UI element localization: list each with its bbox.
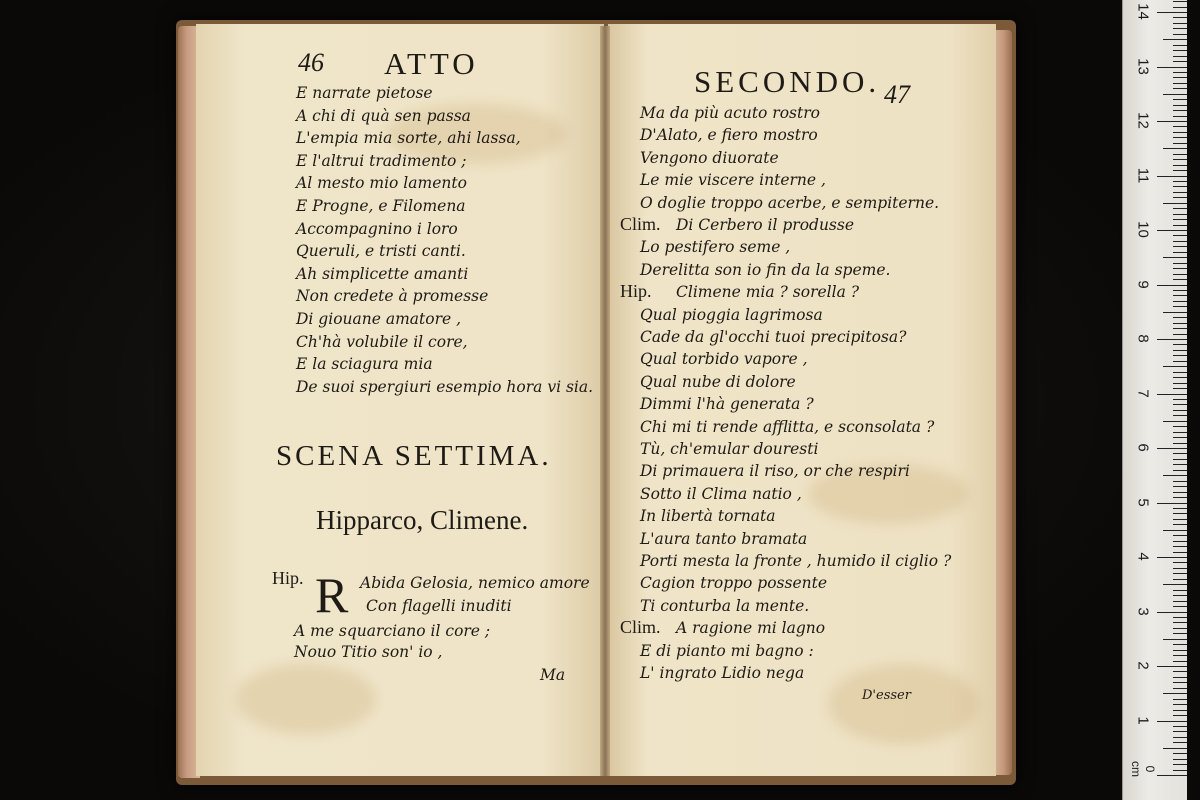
ruler-tick: [1173, 72, 1187, 73]
ruler-tick: [1173, 513, 1187, 514]
verse-line: A me squarciano il core ;: [294, 622, 491, 640]
ruler-tick: [1173, 650, 1187, 651]
speaker-label: Hip.: [272, 568, 304, 588]
ruler-tick: [1173, 323, 1187, 324]
ruler-tick: [1173, 306, 1187, 307]
ruler-number: 1: [1134, 715, 1152, 725]
ruler-tick: [1173, 208, 1187, 209]
ruler-tick: [1173, 426, 1187, 427]
ruler-tick: [1173, 622, 1187, 623]
ruler-tick: [1173, 601, 1187, 602]
ruler-tick: [1173, 99, 1187, 100]
ruler-tick: [1173, 415, 1187, 416]
ruler-tick: [1173, 497, 1187, 498]
ruler-tick: [1173, 116, 1187, 117]
ruler-tick: [1173, 399, 1187, 400]
ruler-tick: [1163, 584, 1187, 585]
scene-title: SCENA SETTIMA.: [276, 440, 552, 472]
ruler-tick: [1157, 394, 1187, 395]
ruler-tick: [1157, 121, 1187, 122]
verse-line: Lo pestifero seme ,: [640, 238, 791, 257]
ruler-tick: [1173, 410, 1187, 411]
ruler-number: 7: [1134, 388, 1152, 398]
scene-characters: Hipparco, Climene.: [316, 505, 529, 535]
ruler-tick: [1173, 377, 1187, 378]
verse-line: Non credete à promesse: [296, 287, 489, 306]
ruler-tick: [1173, 50, 1187, 51]
ruler-number: 3: [1134, 606, 1152, 616]
ruler-number: 2: [1134, 661, 1152, 670]
ruler-tick: [1173, 688, 1187, 689]
verse-line: Di primauera il riso, or che respiri: [640, 462, 910, 481]
speaker-label: Hip.: [620, 281, 652, 302]
ruler-tick: [1173, 77, 1187, 78]
verse-line: E Progne, e Filomena: [296, 197, 466, 215]
ruler-number: 11: [1134, 167, 1152, 183]
ruler-tick: [1173, 170, 1187, 171]
ruler-tick: [1173, 726, 1187, 727]
verse-line: Ch'hà volubile il core,: [296, 332, 468, 351]
ruler-tick: [1173, 372, 1187, 373]
ruler-tick: [1157, 503, 1187, 504]
ruler-tick: [1173, 470, 1187, 471]
ruler-tick: [1173, 246, 1187, 247]
ruler-tick: [1173, 404, 1187, 405]
verse-line: Porti mesta la fronte , humido il ciglio ?: [640, 552, 952, 570]
ruler-tick: [1173, 770, 1187, 771]
ruler-tick: [1157, 285, 1187, 286]
ruler-tick: [1173, 671, 1187, 672]
ruler-tick: [1173, 486, 1187, 487]
ruler-tick: [1173, 126, 1187, 127]
ruler-tick: [1173, 535, 1187, 536]
ruler-tick: [1173, 552, 1187, 553]
ruler-tick: [1173, 562, 1187, 563]
ruler-tick: [1173, 546, 1187, 547]
ruler-tick: [1173, 263, 1187, 264]
ruler-tick: [1173, 334, 1187, 335]
ruler-tick: [1173, 464, 1187, 465]
verse-line: Ma da più acuto rostro: [640, 104, 820, 122]
ruler-tick: [1163, 366, 1187, 367]
ruler-tick: [1157, 67, 1187, 68]
verse-line: Qual torbido vapore ,: [640, 350, 808, 369]
verse-line: E l'altrui tradimento ;: [296, 151, 467, 170]
drop-cap: R: [315, 567, 349, 623]
verse-line: Sotto il Clima natio ,: [640, 484, 802, 503]
verse-line: L'empia mia sorte, ahi lassa,: [296, 129, 521, 148]
ruler-tick: [1173, 753, 1187, 754]
catchword: Ma: [540, 666, 566, 684]
verse-line: Cagion troppo possente: [640, 574, 828, 593]
verse-line: E la sciagura mia: [296, 355, 433, 374]
ruler-tick: [1173, 317, 1187, 318]
verse-line: Vengono diuorate: [640, 148, 779, 167]
ruler-tick: [1173, 143, 1187, 144]
ruler-tick: [1173, 214, 1187, 215]
ruler-tick: [1173, 301, 1187, 302]
ruler-tick: [1173, 437, 1187, 438]
ruler-tick: [1173, 595, 1187, 596]
ruler-tick: [1173, 606, 1187, 607]
verse-line: Nouo Titio son' io ,: [294, 643, 443, 661]
ruler-tick: [1173, 105, 1187, 106]
verse-line: Chi mi ti rende afflitta, e sconsolata ?: [640, 417, 935, 436]
running-head: SECONDO.: [694, 64, 881, 99]
ruler-tick: [1173, 154, 1187, 155]
verse-line: L'aura tanto bramata: [640, 529, 808, 548]
ruler-tick: [1173, 252, 1187, 253]
ruler-tick: [1157, 557, 1187, 558]
ruler-tick: [1173, 568, 1187, 569]
ruler-tick: [1173, 350, 1187, 351]
verse-line: A ragione mi lagno: [676, 619, 826, 638]
ruler-tick: [1173, 165, 1187, 166]
ruler-tick: [1173, 34, 1187, 35]
verse-line: E narrate pietose: [296, 84, 433, 102]
ruler-tick: [1173, 682, 1187, 683]
ruler-tick: [1173, 355, 1187, 356]
verse-line: De suoi spergiuri esempio hora vi sia.: [296, 377, 594, 396]
ruler-tick: [1173, 88, 1187, 89]
verse-line: Derelitta son io fin da la speme.: [640, 260, 891, 279]
ruler-tick: [1173, 655, 1187, 656]
ruler-tick: [1173, 710, 1187, 711]
verse-line: Cade da gl'occhi tuoi precipitosa?: [640, 328, 907, 346]
ruler-tick: [1157, 448, 1187, 449]
book-gutter: [600, 26, 610, 776]
ruler-tick: [1157, 12, 1187, 13]
ruler-tick: [1173, 192, 1187, 193]
ruler-number: 9: [1134, 279, 1152, 289]
ruler-tick: [1173, 290, 1187, 291]
measurement-ruler: [1122, 0, 1187, 800]
ruler-tick: [1173, 61, 1187, 62]
ruler-tick: [1163, 312, 1187, 313]
ruler-tick: [1173, 186, 1187, 187]
ruler-tick: [1157, 176, 1187, 177]
ruler-tick: [1173, 541, 1187, 542]
verse-line: L' ingrato Lidio nega: [640, 664, 805, 682]
ruler-tick: [1173, 328, 1187, 329]
ruler-tick: [1173, 731, 1187, 732]
ruler-tick: [1173, 159, 1187, 160]
ruler-tick: [1173, 628, 1187, 629]
verse-line: Dimmi l'hà generata ?: [640, 395, 814, 414]
ruler-tick: [1163, 530, 1187, 531]
ruler-tick: [1173, 274, 1187, 275]
ruler-tick: [1173, 579, 1187, 580]
page-number: 46: [298, 48, 324, 77]
ruler-number: 4: [1134, 552, 1152, 561]
ruler-number: 13: [1134, 57, 1152, 75]
ruler-tick: [1173, 644, 1187, 645]
ruler-tick: [1173, 481, 1187, 482]
verse-line: A chi di quà sen passa: [296, 106, 471, 125]
ruler-tick: [1173, 28, 1187, 29]
ruler-tick: [1173, 661, 1187, 662]
ruler-number: 5: [1134, 497, 1152, 507]
verse-line: Climene mia ? sorella ?: [676, 283, 860, 302]
page-number: 47: [884, 80, 910, 109]
ruler-tick: [1163, 421, 1187, 422]
ruler-tick: [1173, 715, 1187, 716]
verse-line: E di pianto mi bagno :: [640, 641, 814, 660]
running-head: ATTO: [384, 46, 479, 81]
verse-line: Abida Gelosia, nemico amore: [360, 574, 590, 592]
ruler-tick: [1173, 737, 1187, 738]
ruler-tick: [1157, 775, 1187, 776]
ruler-number: 10: [1134, 221, 1152, 238]
ruler-tick: [1173, 83, 1187, 84]
ruler-number: 8: [1134, 334, 1152, 343]
ruler-tick: [1173, 524, 1187, 525]
verse-line: Ti conturba la mente.: [640, 596, 810, 615]
verse-line: Accompagnino i loro: [296, 219, 458, 238]
ruler-tick: [1173, 181, 1187, 182]
ruler-tick: [1173, 742, 1187, 743]
verse-line: Le mie viscere interne ,: [640, 171, 826, 190]
ruler-tick: [1173, 295, 1187, 296]
ruler-tick: [1157, 721, 1187, 722]
ruler-tick: [1173, 617, 1187, 618]
ruler-tick: [1173, 137, 1187, 138]
ruler-tick: [1173, 764, 1187, 765]
verse-line: Qual pioggia lagrimosa: [640, 305, 823, 324]
ruler-tick: [1173, 17, 1187, 18]
ruler-number: 6: [1134, 443, 1152, 452]
ruler-tick: [1163, 94, 1187, 95]
verse-line: Tù, ch'emular douresti: [640, 440, 819, 458]
ruler-tick: [1173, 268, 1187, 269]
ruler-tick: [1173, 344, 1187, 345]
ruler-number: 14: [1134, 3, 1152, 20]
ruler-tick: [1173, 110, 1187, 111]
ruler-tick: [1173, 132, 1187, 133]
verse-line: In libertà tornata: [640, 507, 776, 526]
catchword: D'esser: [862, 688, 911, 703]
ruler-tick: [1173, 443, 1187, 444]
ruler-tick: [1173, 45, 1187, 46]
ruler-tick: [1173, 197, 1187, 198]
ruler-tick: [1163, 748, 1187, 749]
speaker-label: Clim.: [620, 617, 661, 638]
verse-line: Queruli, e tristi canti.: [296, 242, 466, 261]
verse-line: Qual nube di dolore: [640, 372, 796, 391]
verse-line: Con flagelli inuditi: [366, 597, 512, 615]
ruler-tick: [1173, 279, 1187, 280]
verse-line: D'Alato, e fiero mostro: [640, 126, 818, 145]
ruler-tick: [1163, 639, 1187, 640]
ruler-number: 12: [1134, 112, 1152, 129]
ruler-tick: [1173, 508, 1187, 509]
ruler-tick: [1173, 759, 1187, 760]
ruler-tick: [1157, 339, 1187, 340]
ruler-tick: [1173, 590, 1187, 591]
ruler-tick: [1173, 241, 1187, 242]
ruler-tick: [1173, 235, 1187, 236]
verse-line: Al mesto mio lamento: [296, 174, 467, 193]
ruler-tick: [1173, 1, 1187, 2]
ruler-tick: [1163, 203, 1187, 204]
ruler-tick: [1173, 492, 1187, 493]
ruler-tick: [1173, 219, 1187, 220]
ruler-tick: [1173, 519, 1187, 520]
ruler-tick: [1157, 230, 1187, 231]
ruler-tick: [1163, 475, 1187, 476]
ruler-tick: [1157, 612, 1187, 613]
verse-line: Di Cerbero il produsse: [676, 216, 855, 234]
verse-line: Ah simplicette amanti: [296, 264, 469, 283]
ruler-tick: [1173, 56, 1187, 57]
ruler-tick: [1163, 693, 1187, 694]
ruler-tick: [1173, 432, 1187, 433]
ruler-tick: [1157, 666, 1187, 667]
speaker-label: Clim.: [620, 214, 661, 234]
ruler-tick: [1173, 7, 1187, 8]
ruler-tick: [1173, 23, 1187, 24]
ruler-tick: [1163, 148, 1187, 149]
ruler-tick: [1173, 383, 1187, 384]
ruler-tick: [1173, 704, 1187, 705]
verse-line: Di giouane amatore ,: [296, 310, 462, 328]
ruler-tick: [1173, 453, 1187, 454]
ruler-tick: [1173, 361, 1187, 362]
ruler-tick: [1173, 459, 1187, 460]
verse-line: O doglie troppo acerbe, e sempiterne.: [640, 193, 940, 212]
ruler-tick: [1173, 699, 1187, 700]
ruler-unit: 0 cm: [1129, 761, 1157, 777]
ruler-tick: [1173, 225, 1187, 226]
ruler-tick: [1173, 388, 1187, 389]
ruler-tick: [1173, 573, 1187, 574]
ruler-tick: [1173, 677, 1187, 678]
ruler-tick: [1163, 257, 1187, 258]
ruler-tick: [1163, 39, 1187, 40]
ruler-tick: [1173, 633, 1187, 634]
